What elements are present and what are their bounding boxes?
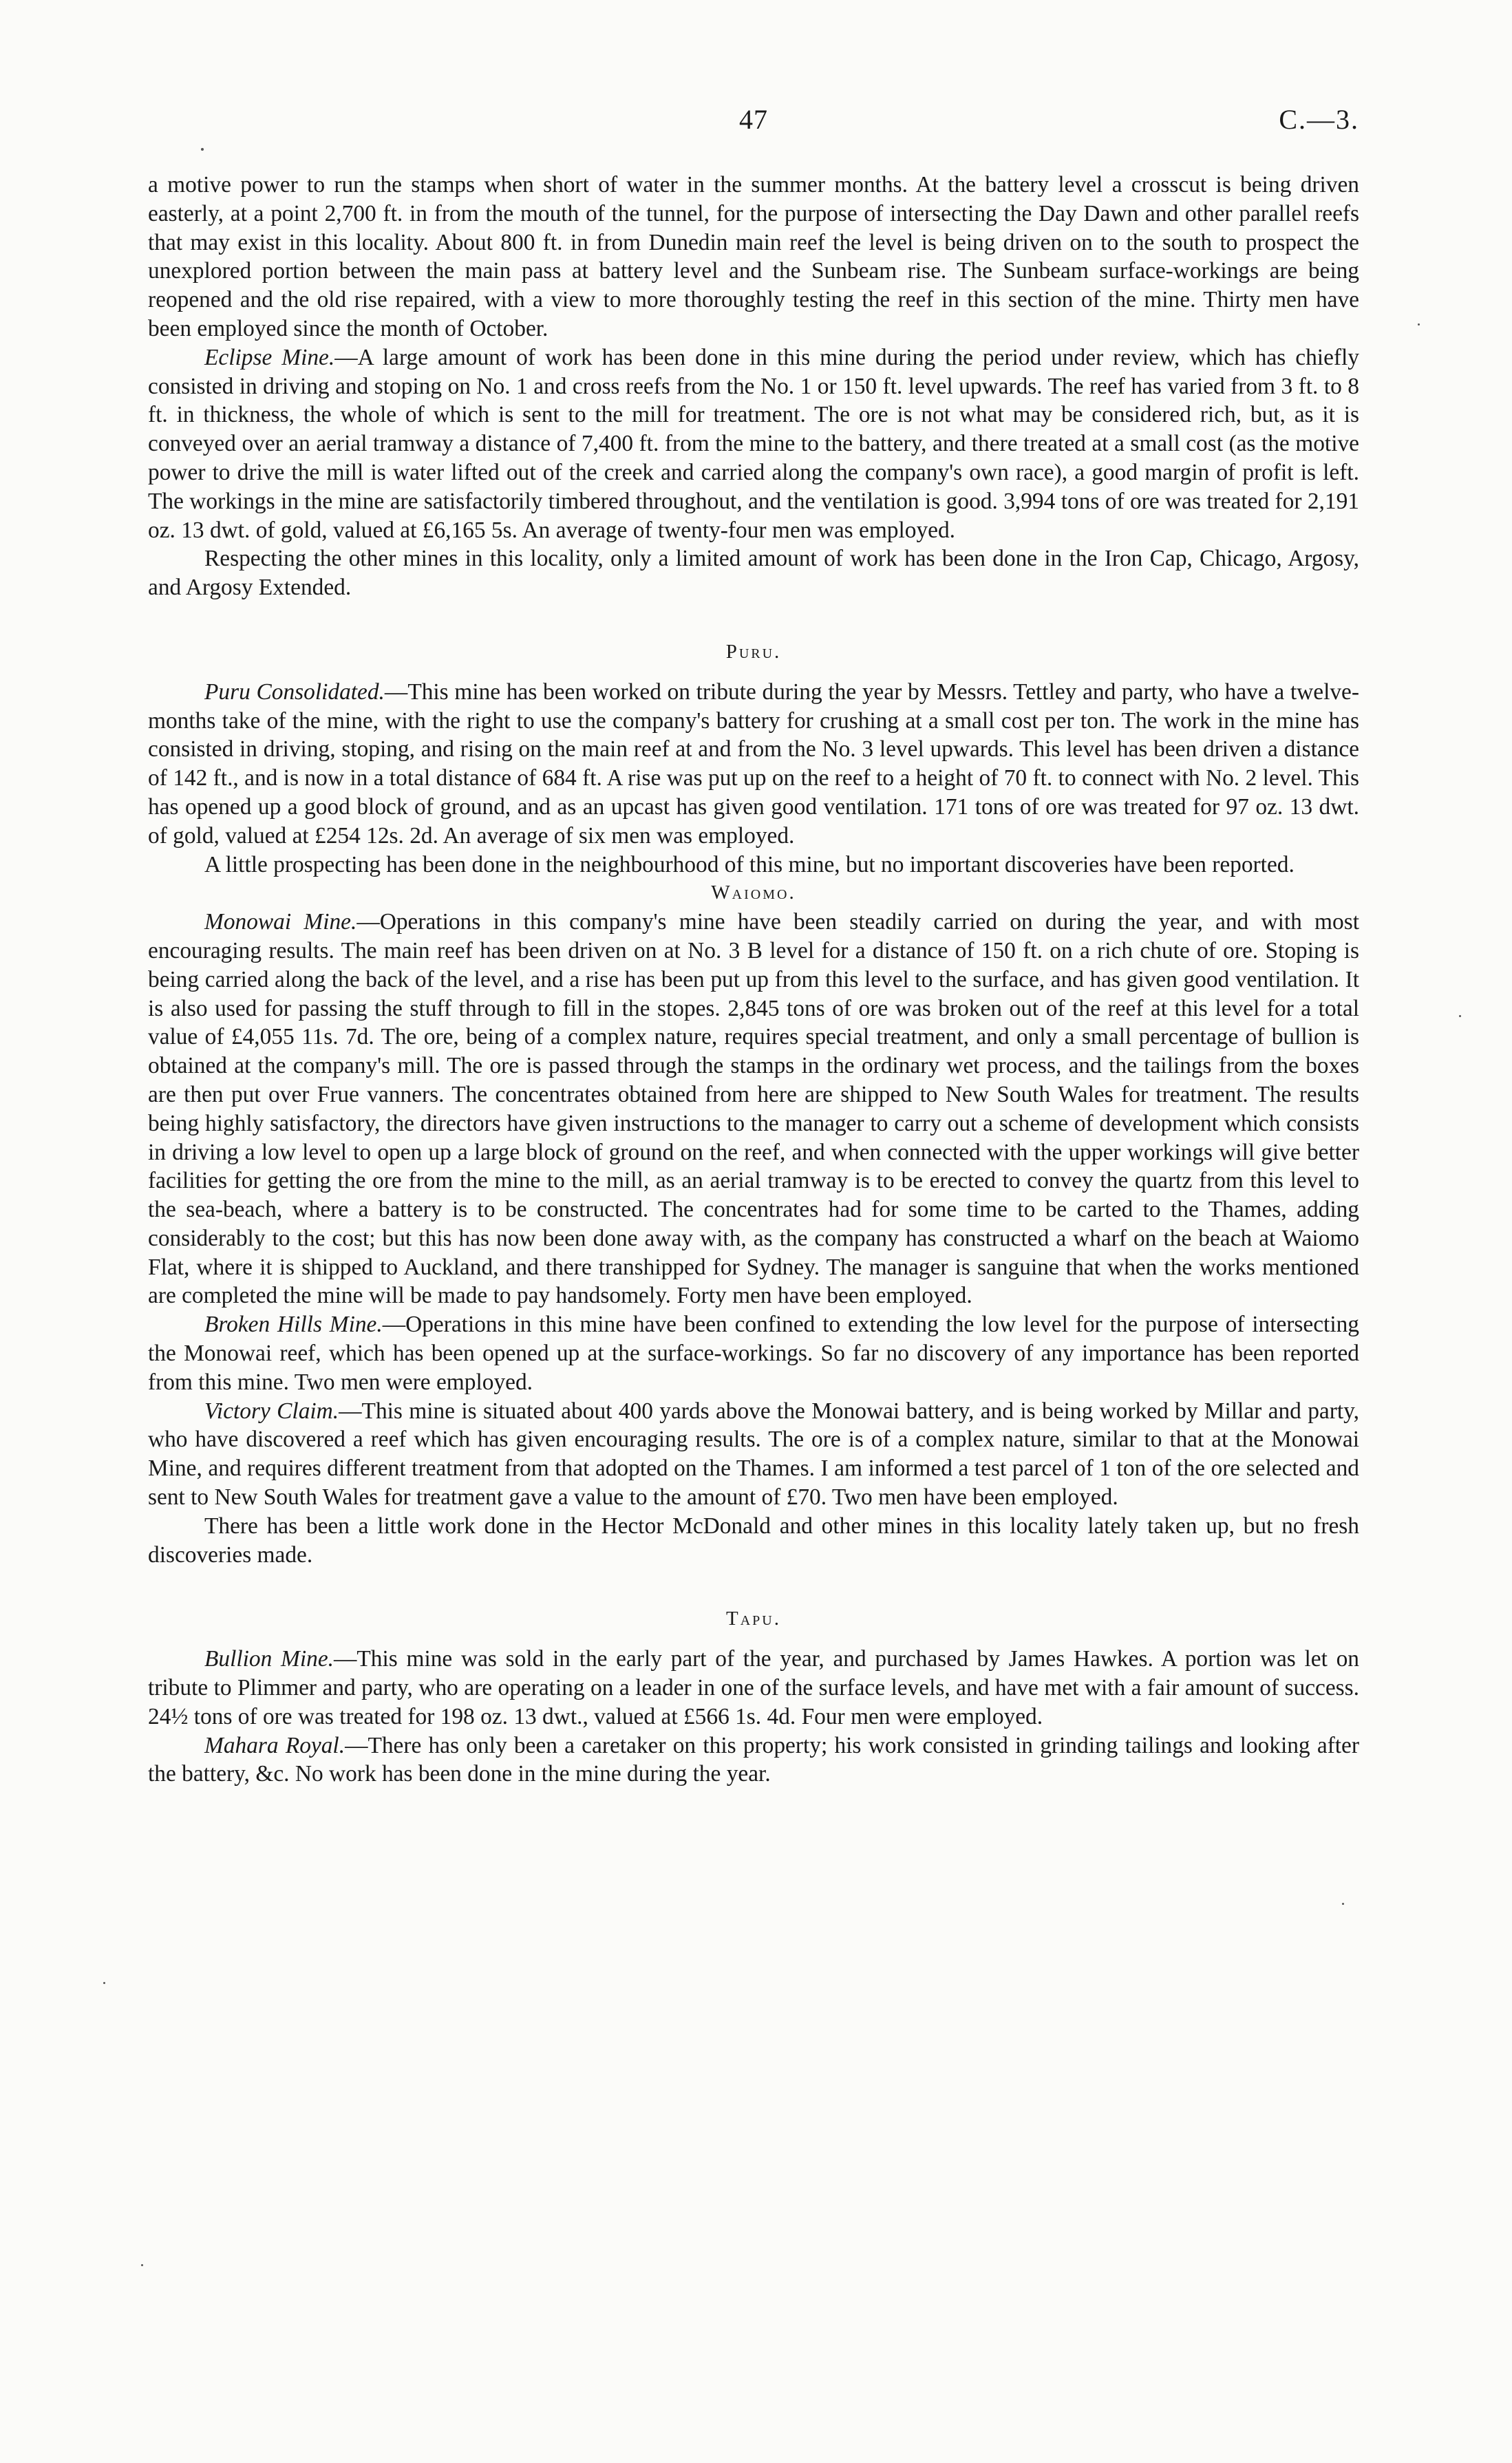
paragraph-text: Respecting the other mines in this locality, only a limited amount of work has been done in the Iron Cap, Chicago, Argosy, and Argosy Extended. xyxy=(148,546,1359,601)
page-header xyxy=(148,103,1359,145)
paragraph-bullion-mine xyxy=(148,1645,1359,1731)
mine-name: Bullion Mine. xyxy=(204,1646,334,1672)
paragraph-puru-consolidated xyxy=(148,678,1359,851)
page-number: 47 xyxy=(739,104,768,135)
paragraph-text: —Operations in this mine have been confined to extending the low level for the purpose of intersecting the Monowai reef, which has been opened up at the surface-workings. So far no discovery of any importance has been reported from this mine. Two men were employed. xyxy=(148,1312,1359,1395)
paragraph-victory-claim xyxy=(148,1397,1359,1512)
mine-name: Eclipse Mine. xyxy=(204,344,335,370)
mine-name: Monowai Mine. xyxy=(204,909,357,935)
paragraph-broken-hills-mine xyxy=(148,1310,1359,1396)
section-heading-puru: Puru. xyxy=(725,640,782,663)
paragraph-puru-prospecting xyxy=(148,851,1359,879)
mine-name: Broken Hills Mine. xyxy=(204,1312,383,1338)
paragraph-mahara-royal xyxy=(148,1731,1359,1789)
paragraph-text: A little prospecting has been done in the neighbourhood of this mine, but no important discoveries have been reported. xyxy=(204,851,1295,877)
paragraph-text: —This mine is situated about 400 yards above the Monowai battery, and is being worked by Millar and party, who have discovered a reef which has given encouraging results. The ore is of a complex nature, similar to that at the Monowai Mine, and requires different treatment from that adopted on the Thames. I am informed a test parcel of 1 ton of the ore selected and sent to New South Wales for treatment gave a value to the amount of £70. Two men have been employed. xyxy=(148,1398,1359,1511)
paragraph-continuation xyxy=(148,171,1359,343)
paragraph-text: —Operations in this company's mine have been steadily carried on during the year, and with most encouraging results. The main reef has been driven on at No. 3 B level for a distance of 150 ft. on a rich chute of ore. Stoping is being carried along the back of the level, and a rise has been put up from this level to the surface, and has given good ventilation. It is also used for passing the stuff through to fill in the stopes. 2,845 tons of ore was broken out of the reef at this level for a total value of £4,055 11s. 7d. The ore, being of a complex nature, requires special treatment, and only a small percentage of bullion is obtained at the company's mill. The ore is passed through the stamps in the ordinary wet process, and the tailings from the boxes are then put over Frue vanners. The concentrates obtained from here are shipped to New South Wales for treatment. The results being highly satisfactory, the directors have given instructions to the manager to carry out a scheme of development which consists in driving a low level to open up a large block of ground on the reef, and when connected with the upper workings will give better facilities for getting the ore from the mine to the mill, as an aerial tramway is to be erected to convey the quartz from this level to the sea-beach, where a battery is to be constructed. The concentrates had for some time to be carted to the Thames, adding considerably to the cost; but this has now been done away with, as the company has constructed a wharf on the beach at Waiomo Flat, where it is shipped to Auckland, and there transhipped for Sydney. The manager is sanguine that when the works mentioned are completed the mine will be made to pay handsomely. Forty men have been employed. xyxy=(148,909,1360,1309)
scan-speck xyxy=(141,2264,143,2266)
scan-speck xyxy=(201,148,204,151)
paragraph-monowai-mine xyxy=(148,908,1359,1310)
scan-speck xyxy=(1418,323,1420,326)
mine-name: Victory Claim. xyxy=(204,1398,339,1424)
paragraph-text: a motive power to run the stamps when short of water in the summer months. At the battery level a crosscut is being driven easterly, at a point 2,700 ft. in from the mouth of the tunnel, for the purpose of intersecting the Day Dawn and other parallel reefs that may exist in this locality. About 800 ft. in from Dunedin main reef the level is being driven on to the south to prospect the unexplored portion between the main pass at battery level and the Sunbeam rise. The Sunbeam surface-workings are being reopened and the old rise repaired, with a view to more thoroughly testing the reef in this section of the mine. Thirty men have been employed since the month of October. xyxy=(148,172,1359,341)
mine-name: Mahara Royal. xyxy=(204,1732,345,1758)
paragraph-text: —There has only been a caretaker on this property; his work consisted in grinding tailings and looking after the battery, &c. No work has been done in the mine during the year. xyxy=(148,1732,1359,1787)
section-heading-tapu: Tapu. xyxy=(726,1608,781,1630)
paragraph-text: —This mine was sold in the early part of the year, and purchased by James Hawkes. A portion was let on tribute to Plimmer and party, who are operating on a leader in one of the surface levels, and have met with a fair amount of success. 24½ tons of ore was treated for 198 oz. 13 dwt., valued at £566 1s. 4d. Four men were employed. xyxy=(148,1646,1359,1729)
paragraph-text: —This mine has been worked on tribute during the year by Messrs. Tettley and party, who have a twelve-months take of the mine, with the right to use the company's battery for crushing at a small cost per ton. The work in the mine has consisted in driving, stoping, and rising on the main reef at and from the No. 3 level upwards. This level has been driven a distance of 142 ft., and is now in a total distance of 684 ft. A rise was put up on the reef to a height of 70 ft. to connect with No. 2 level. This has opened up a good block of ground, and as an upcast has given good ventilation. 171 tons of ore was treated for 97 oz. 13 dwt. of gold, valued at £254 12s. 2d. An average of six men was employed. xyxy=(148,679,1359,849)
paragraph-text: —A large amount of work has been done in this mine during the period under review, which has chiefly consisted in driving and stoping on No. 1 and cross reefs from the No. 1 or 150 ft. level upwards. The reef has varied from 3 ft. to 8 ft. in thickness, the whole of which is sent to the mill for treatment. The ore is not what may be considered rich, but, as it is conveyed over an aerial tramway a distance of 7,400 ft. from the mine to the battery, and there treated at a small cost (as the motive power to drive the mill is water lifted out of the creek and carried along the company's own race), a good margin of profit is left. The workings in the mine are satisfactorily timbered throughout, and the ventilation is good. 3,994 tons of ore was treated for 2,191 oz. 13 dwt. of gold, valued at £6,165 5s. An average of twenty-four men was employed. xyxy=(148,344,1359,543)
scan-speck xyxy=(1459,1015,1461,1017)
paragraph-other-mines xyxy=(148,544,1359,602)
mine-name: Puru Consolidated. xyxy=(204,679,385,705)
document-reference: C.—3. xyxy=(1279,104,1359,135)
report-body xyxy=(148,171,1359,1789)
section-heading-waiomo: Waiomo. xyxy=(711,882,796,904)
paragraph-hector-mcdonald xyxy=(148,1512,1359,1570)
paragraph-text: There has been a little work done in the Hector McDonald and other mines in this locality lately taken up, but no fresh discoveries made. xyxy=(148,1513,1359,1568)
paragraph-eclipse-mine xyxy=(148,343,1359,545)
scan-speck xyxy=(1342,1903,1344,1905)
scan-speck xyxy=(103,1982,105,1984)
